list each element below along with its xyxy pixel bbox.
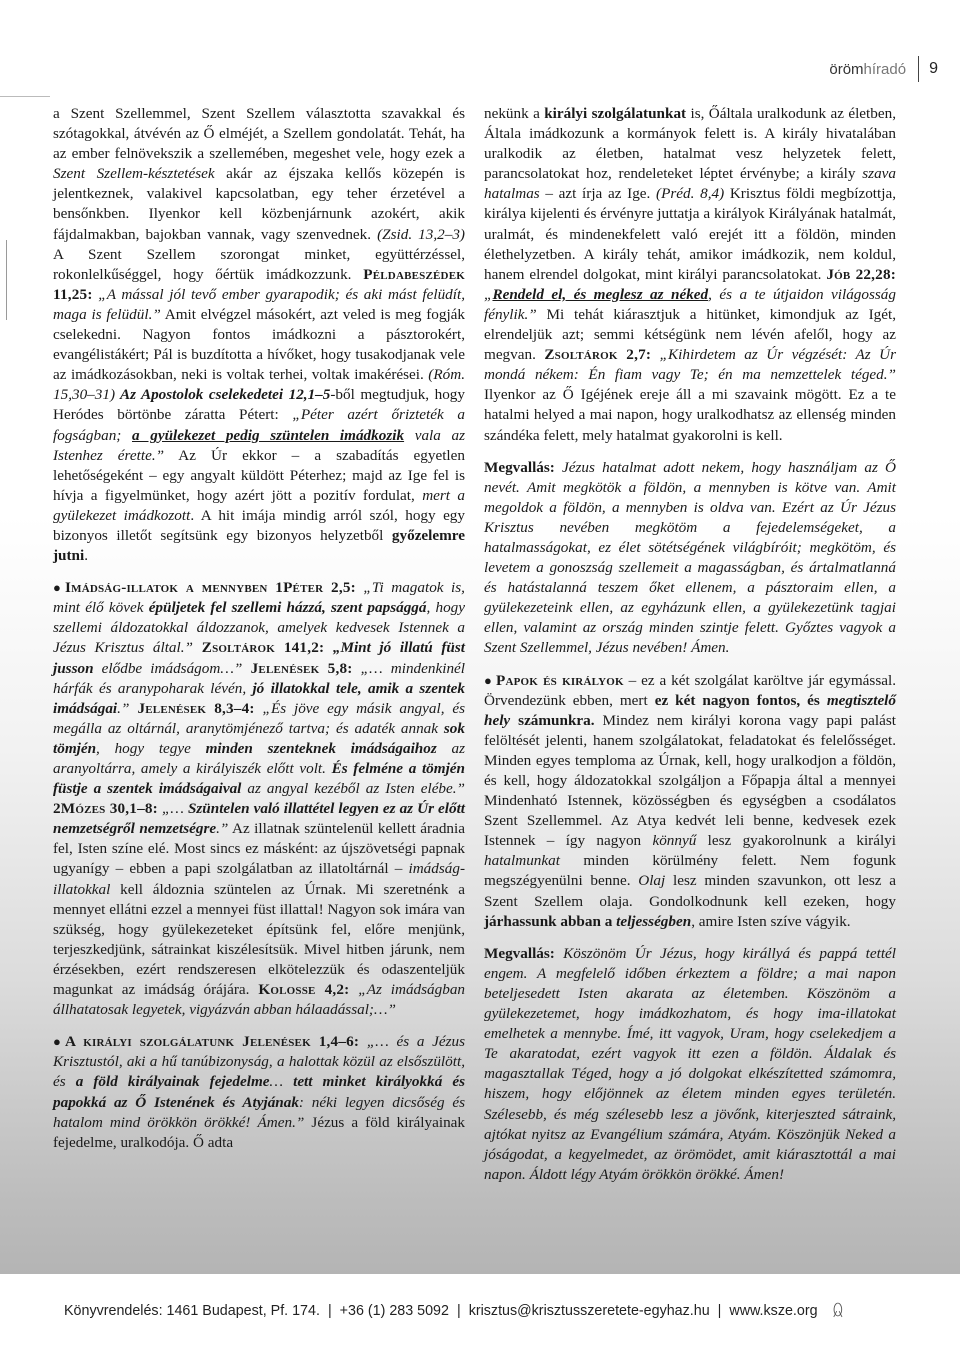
page-footer [0,1274,960,1358]
bullet-icon: ● [484,672,492,688]
left-paragraph-1: a Szent Szellemmel, Szent Szellem választotta szavakkal és szótagokkal, átvévén az Ő elméjét, a Szellem gondolatát. Tehát, ha az ember felnövekszik a szellemében, megeshet vele, hogy ezek a Szent Szellem-késztetések akár az éjszaka kellős közepén is jelentkeznek, valakivel kapcsolatban, egy teher érzetével a bensőnkben. Ilyenkor kell közbenjárnunk azokért, akik fájdalmakban, bajokban vannak, vagy szenvednek. (Zsid. 13,2–3) A Szent Szellem szorongat minket, együttérzéssel, rokonlelkűséggel, hogy őértük imádkozzunk. Példabeszédek 11,25: „A mással jól tevő ember gyarapodik; és aki mást felüdít, maga is felüdül.” Amit elvégzel másokért, azt veled is meg fogják cselekedni. Nagyon fontos imádkozni a pásztorokért, evangélistákért; Pál is buzdította a hívőket, hogy tusakodjanak vele az imádkozásokban, neki is voltak terhei, voltak imakérései. (Róm. 15,30–31) Az Apostolok cselekedetei 12,1–5-ből megtudjuk, hogy Heródes börtönbe záratta Pétert: „Péter azért őrizteték a fogságban; a gyülekezet pedig szüntelen imádkozik vala az Istenhez érette.” Az Úr ekkor – a szabadítás egyetlen lehetőségeként – egy angyalt küldött Péterhez; majd az Ige fel is hívja a figyelmünket, hogy azért jött a pozitív fordulat, mert a gyülekezet imádkozott. A hit imája mindig arról szól, hogy egy bizonyos illetőt segítsünk egy bizonyos helyzetből győzelemre jutni. [53,105,466,565]
right-paragraph-2: Megvallás: Jézus hatalmat adott nekem, hogy használjam az Ő nevét. Amit megkötök a földön, a mennyben is kötve van. Amit megoldok a földön, a mennyben is oldva van. Ezért az Úr Jézus Krisztus nevében megkötöm a fejedelemségeket, a hatalmasságokat, ez élet sötétségének világbíróit; megkötöm, és levetem a gonoszság szellemeit a magasságban, és ártalmatlanná és hatástalanná teszem őket ellenem, a pásztoraim ellen, a gyülekezeteink ellen, az egyházunk ellen, a gyülekezetünk tagjai ellen, valamint az ország minden szintje felett. Győztes vagyok a Szent Szellemmel, Jézus nevében! Ámen. [484,458,896,657]
margin-line [6,240,7,320]
footer-separator: | [456,1303,461,1319]
right-paragraph-1: nekünk a királyi szolgálatunkat is, Őáltala uralkodunk az életben, Általa imádkozunk a kormányok felett is. A király hivatalában uralkodik az életben, hatalmat vesz helyzetek felett, parancsolatokat hoz, rendeleteket léptet érvénybe; a király szava hatalmas – azt írja az Ige. (Préd. 8,4) Krisztus földi megbízottja, királya kijelenti és érvényre juttatja a királyok Királyának hatalmát, uralmát, és mindenekfelett való erejét itt a földön, minden élethelyzetben. A király tehát, amikor imádkozik, nem koldul, hanem elrendel dolgokat, mint királyi parancsolatokat. Jób 22,28: „Rendeld el, és meglesz az néked, és a te útjaidon világosság fénylik.” Mi tehát kiárasztjuk a hitünket, kimondjuk az Igét, elrendeljük azt; semmi kétségünk nem lévén afelől, hogy az megvan. Zsoltárok 2,7: „Kihirdetem az Úr végzését: Az Úr mondá nékem: Én fiam vagy Te; én ma nemzettelek téged.” Ilyenkor az Ő Igéjének ereje áll a mi szavaink mögött. Ez a te hatalmi helyed a mai napon, hogy uralkodhatsz az ellenség minden szándéka felett, mely hatalmat gyakorolni is kell. [484,105,896,444]
left-paragraph-3: ● A királyi szolgálatunk Jelenések 1,4–6: „… és a Jézus Krisztustól, aki a hű tanúbizonyság, a halottak közül az elsőszülött, és a föld királyainak fejedelme… tett minket királyokká és papokká az Ő Istenének és Atyjának: néki legyen dicsőség és hatalom mind örökkön örökké! Ámen.” Jézus a föld királyainak fejedelme, uralkodója. Ő adta [53,1033,465,1151]
bullet-icon: ● [53,580,61,596]
page-number: 9 [929,60,938,77]
left-paragraph-2: ● Imádság-illatok a mennyben 1Péter 2,5: „Ti magatok is, mint élő kövek épüljetek fel szellemi házzá, szent papsággá, hogy szellemi áldozatokkal áldozzanok, amelyek kedvesek Istennek a Jézus Krisztus által.” Zsoltárok 141,2: „Mint jó illatú füst jusson elődbe imádságom…” Jelenések 5,8: „… mindenkinél hárfák és aranypoharak lévén, jó illatokkal tele, amik a szentek imádságai.” Jelenések 8,3–4: „És jöve egy másik angyal, és megálla az oltárnál, aranytömjénező tartva; és adaték annak sok tömjén, hogy tegye minden szenteknek imádságaihoz az aranyoltárra, amely a királyiszék előtt volt. És felméne a tömjén füstje a szentek imádságaival az angyal kezéből az Isten elébe.” 2Mózes 30,1–8: „… Szüntelen való illattétel legyen ez az Úr előtt nemzetségről nemzetségre.” Az illatnak szüntelenül kellett áradnia fel, Isten színe elé. Most sincs ez másként: az újszövetségi papnak ugyanígy – ebben a papi szolgálatban az illatoltárnál – imádság-illatokkal kell áldoznia szüntelen az Úrnak. Mi szeretnénk a mennyet ellátni ezzel a mennyei füst illattal! Nagyon sok imára van szükség, hogy gyülekezeteket építsünk fel, előre menjünk, terjeszkedjünk, sátrainkat kiszélesítsük. Mivel hitben járunk, nem érzésekben, ezért rendszeresen elkötelezzük és odaszenteljük magunkat az imádság órájára. Kolosse 4,2: „Az imádságban állhatatosak legyetek, vigyázván abban hálaadással;…” [53,579,466,1019]
footer-separator: | [327,1303,332,1319]
right-paragraph-3: ● Papok és királyok – ez a két szolgálat karöltve jár egymással. Örvendezünk ebben, mert ez két nagyon fontos, és megtisztelő hely számunkra. Mindez nem királyi korona vagy papi palást felöltését jelenti, hanem szolgálatokat, feladatokat és felelősséget. Minden egyes temploma az Úrnak, kell, hogy uralkodjon a földön, és kell, hogy áldozatokkal szolgáljon a Főpapja által a mennyei Mindenható Istennek, közösségben és egységben a csodálatos Szent Szellemmel. Az Atya kedvét leli benne, kedvesek ezek Istennek – így nagyon könnyű lesz gyakorolnunk a királyi hatalmunkat minden körülmény felett. Nem fogunk megszégyenülni benne. Olaj lesz minden szavunkon, ott lesz a Szent Szellem olaja. Gondolkodnunk kell ezeken, hogy járhassunk abban a teljességben, amire Isten szíve vágyik. [484,671,896,930]
page-header [829,56,938,82]
right-column [484,104,896,1185]
footer-address: Könyvrendelés: 1461 Budapest, Pf. 174. [64,1303,320,1319]
footer-contact-line [64,1300,940,1322]
footer-email: krisztus@krisztusszeretete-egyhaz.hu [468,1303,710,1319]
header-divider [918,56,919,82]
bullet-icon: ● [53,1034,61,1050]
header-rule [0,96,50,97]
footer-separator: | [717,1303,722,1319]
header-band [0,0,960,108]
footer-website: www.ksze.org [729,1303,818,1319]
left-column [53,104,465,1153]
right-paragraph-4: Megvallás: Köszönöm Úr Jézus, hogy királlyá és pappá tettél engem. A megfelelő időben érkeztem a földre; a mai napon beteljesedett Isten akarata az életemben. Köszönöm a gyülekezetemet, hogy imádkozhatom, és hogy ima-illatokat emelhetek a mennybe. Ímé, itt vagyok, Uram, hogy cselekedjem a Te akaratodat, ezért vagyok itt ezen a földön. Áldalak és magasztallak Téged, hogy a jó dolgokat elkészítetted számomra, hiszem, hogy előjönnek az életem minden egyes területén. Szélesebb, és még szélesebb lesz a jövőnk, kiterjeszted sátraink, ajtókat nyitsz az Evangélium számára, Atyám. Köszönjük Neked a jóságodat, a kegyelmedet, az örömödet, amit kiárasztottál a mai napon. Áldott légy Atyám örökkön örökké. Ámen! [484,944,896,1183]
brand-part-2: híradó [863,60,907,78]
footer-phone: +36 (1) 283 5092 [339,1303,449,1319]
ornament-icon: ꆰ [831,1304,845,1321]
brand-part-1: öröm [829,60,864,78]
brand-name [829,61,906,78]
